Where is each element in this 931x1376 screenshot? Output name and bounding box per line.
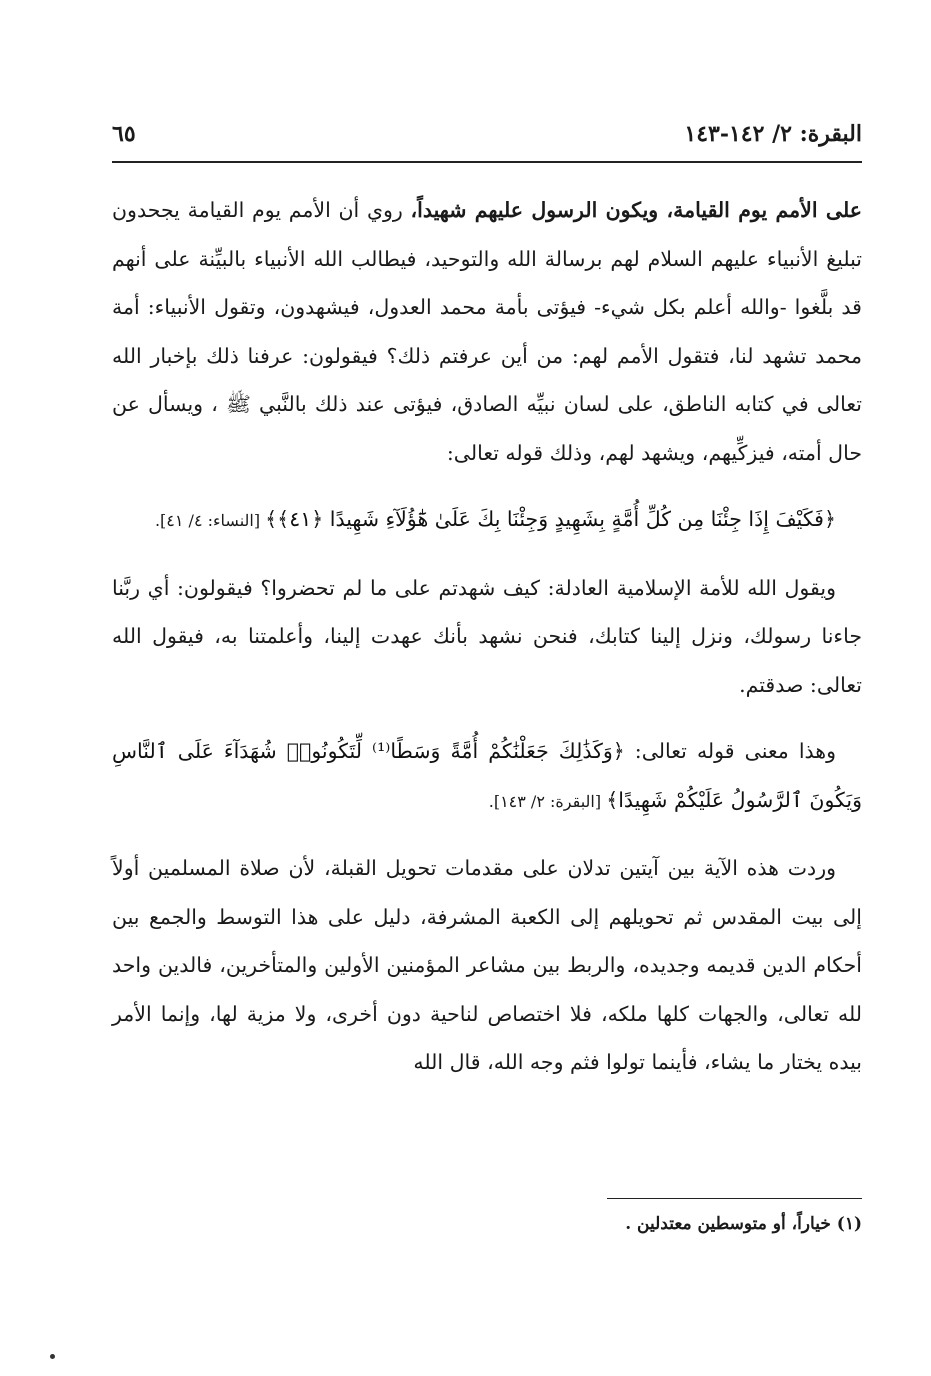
header-title: البقرة: ٢/ ١٤٢-١٤٣ <box>684 121 862 147</box>
verse-reference-baqarah: [البقرة: ٢/ ١٤٣]. <box>488 791 607 811</box>
quran-verse-baqarah: ﴿وَكَذَٰلِكَ جَعَلْنَٰكُمْ أُمَّةً وَسَطًا⁽¹⁾ لِّتَكُونُوا۟ شُهَدَآءَ عَلَى ٱلنَّاسِ وَيَكُونَ ٱلرَّسُولُ عَلَيْكُمْ شَهِيدًا﴾ <box>112 739 862 812</box>
page-number: ٦٥ <box>112 121 136 147</box>
paragraph-1 <box>112 186 862 477</box>
quran-verse-nisa: ﴿فَكَيْفَ إِذَا جِئْنَا مِن كُلِّ أُمَّةٍ بِشَهِيدٍ وَجِئْنَا بِكَ عَلَىٰ هَٰٓؤُلَآءِ شَهِيدًا ﴿٤١﴾﴾ <box>265 507 836 531</box>
paragraph-5: وردت هذه الآية بين آيتين تدلان على مقدمات تحويل القبلة، لأن صلاة المسلمين أولاً إلى بيت المقدس ثم تحويلهم إلى الكعبة المشرفة، دليل على هذا التوسط والجمع بين أحكام الدين قديمه وجديده، والربط بين مشاعر المؤمنين الأولين والمتأخرين، فالدين واحد لله تعالى، والجهات كلها ملكه، فلا اختصاص لناحية دون أخرى، ولا مزية لها، وإنما الأمر بيده يختار ما يشاء، فأينما تولوا فثم وجه الله، قال الله <box>112 856 862 1074</box>
paragraph-3: ويقول الله للأمة الإسلامية العادلة: كيف شهدتم على ما لم تحضروا؟ فيقولون: أي ربَّنا جاءنا رسولك، ونزل إلينا كتابك، فنحن نشهد بأنك عهدت إلينا، وأعلمتنا به، فيقول الله تعالى: صدقتم. <box>112 575 862 697</box>
paragraph-1-bold: على الأمم يوم القيامة، ويكون الرسول عليهم شهيداً، <box>410 198 862 222</box>
paragraph-1-text: روي أن الأمم يوم القيامة يجحدون تبليغ الأنبياء عليهم السلام لهم برسالة الله والتوحيد، فيطالب الله الأنبياء بالبيِّنة على أنهم قد بلَّغوا -والله أعلم بكل شيء- فيؤتى بأمة محمد العدول، فيشهدون، وتقول الأنبياء: أمة محمد تشهد لنا، فتقول الأمم لهم: من أين عرفتم ذلك؟ فيقولون: عرفنا ذلك بإخبار الله تعالى في كتابه الناطق، على لسان نبيِّه الصادق، فيؤتى عند ذلك بالنَّبي ﷺ ، ويسأل عن حال أمته، فيزكِّيهم، ويشهد لهم، وذلك قوله تعالى: <box>112 198 862 465</box>
scan-speck <box>50 1354 55 1359</box>
page-header <box>112 118 862 158</box>
footnote-rule <box>607 1198 862 1199</box>
header-rule <box>112 161 862 163</box>
footnote: (١) خياراً، أو متوسطين معتدلين . <box>625 1214 862 1234</box>
paragraph-2-verse <box>112 495 862 546</box>
paragraph-4-intro: وهذا معنى قوله تعالى: <box>624 739 836 763</box>
verse-reference-nisa: [النساء: ٤/ ٤١]. <box>154 511 266 530</box>
body-text <box>112 186 862 1105</box>
paragraph-4 <box>112 727 862 826</box>
